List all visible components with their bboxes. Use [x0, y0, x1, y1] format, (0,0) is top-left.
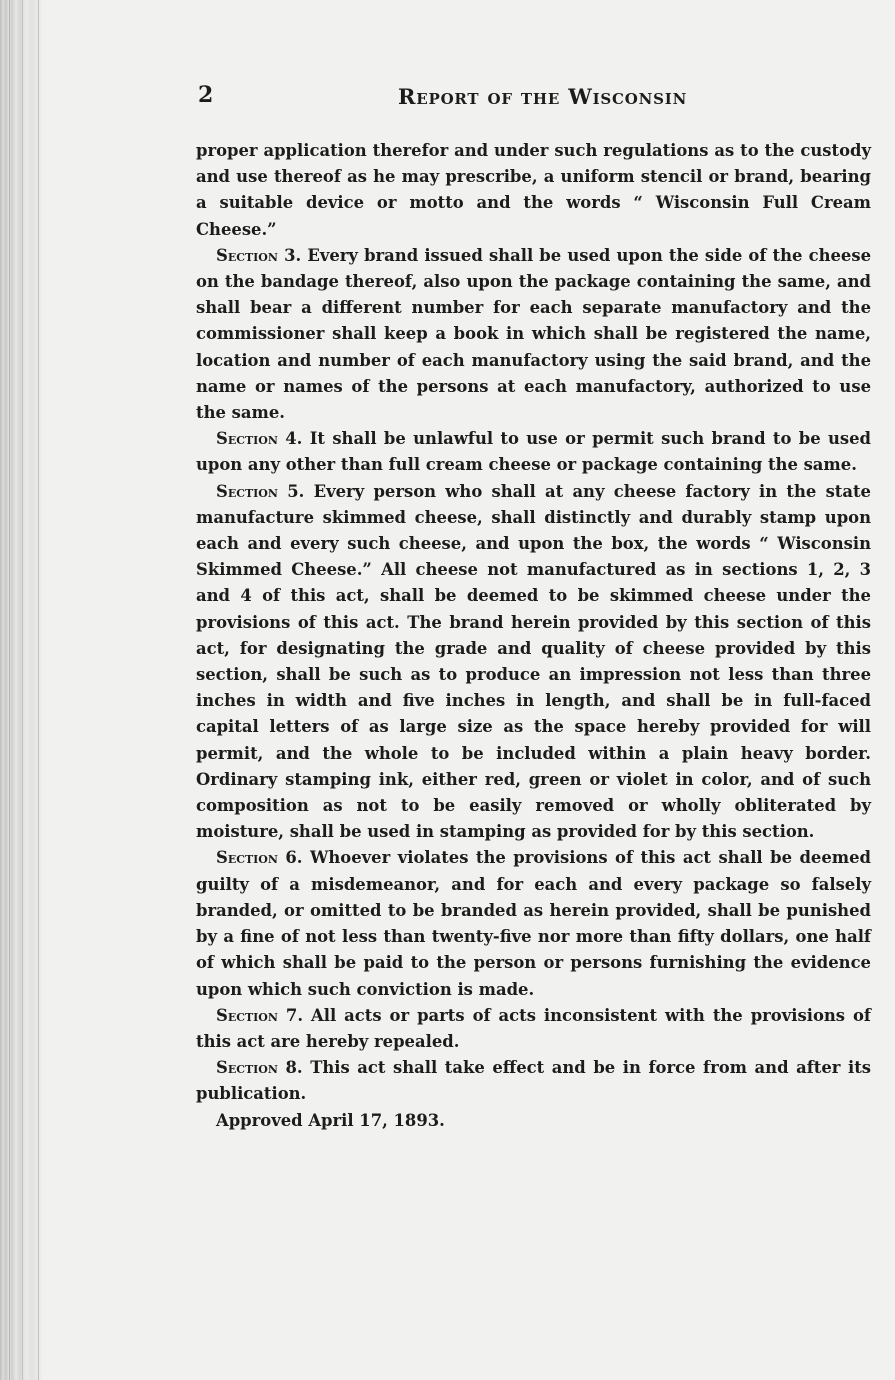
- section-text: It shall be unlawful to use or permit such brand to be used upon any other than full cream cheese or package containing the same.: [196, 429, 871, 475]
- book-binding-edge: [0, 0, 42, 1380]
- section-4: [196, 426, 871, 478]
- binding-line: [22, 0, 23, 1380]
- section-6: [196, 845, 871, 1002]
- section-label: Section 3.: [216, 245, 302, 265]
- section-text: Every brand issued shall be used upon the side of the cheese on the bandage thereof, also upon the package containing the same, and shall bear a different number for each separate manufactory and the commissioner shall keep a book in which shall be registered the name, location and number of each manufactory using the said brand, and the name or names of the persons at each manufactory, authorized to use the same.: [196, 245, 871, 423]
- body-text: [196, 138, 871, 1134]
- running-head: Report of the Wisconsin: [398, 84, 688, 109]
- section-5: [196, 479, 871, 846]
- paragraph-continued: [196, 138, 871, 243]
- page-header: [198, 82, 868, 112]
- binding-line: [9, 0, 10, 1380]
- section-label: Section 8.: [216, 1058, 303, 1078]
- section-8: [196, 1055, 871, 1107]
- section-label: Section 5.: [216, 481, 305, 501]
- binding-line: [38, 0, 39, 1380]
- section-7: [196, 1003, 871, 1055]
- section-text: All acts or parts of acts inconsistent with the provisions of this act are hereby repealed.: [196, 1005, 871, 1051]
- section-text: This act shall take effect and be in force from and after its publication.: [196, 1058, 871, 1104]
- section-label: Section 7.: [216, 1005, 304, 1025]
- section-3: [196, 243, 871, 426]
- approval-line: Approved April 17, 1893.: [216, 1110, 445, 1130]
- section-label: Section 4.: [216, 429, 303, 449]
- page-number: 2: [198, 82, 214, 108]
- section-label: Section 6.: [216, 848, 303, 868]
- section-text: Whoever violates the provisions of this act shall be deemed guilty of a misdemeanor, and for each and every package so falsely branded, or omitted to be branded as herein provided, shall be punished by a fine of not less than twenty-five nor more than fifty dollars, one half of which shall be paid to the person or persons furnishing the evidence upon which such conviction is made.: [196, 848, 871, 999]
- paragraph-text: proper application therefor and under such regulations as to the custody and use thereof as he may prescribe, a uniform stencil or brand, bearing a suitable device or motto and the words “ Wisconsin Full Cream Cheese.”: [196, 141, 871, 239]
- section-text: Every person who shall at any cheese factory in the state manufacture skimmed cheese, shall distinctly and durably stamp upon each and every such cheese, and upon the box, the words “ Wisconsin Skimmed Cheese.” All cheese not manufactured as in sections 1, 2, 3 and 4 of this act, shall be deemed to be skimmed cheese under the provisions of this act. The brand herein provided by this section of this act, for designating the grade and quality of cheese provided by this section, shall be such as to produce an impression not less than three inches in width and five inches in length, and shall be in full-faced capital letters of as large size as the space hereby provided for will permit, and the whole to be included within a plain heavy border. Ordinary stamping ink, either red, green or violet in color, and of such composition as not to be easily removed or wholly obliterated by moisture, shall be used in stamping as provided for by this section.: [196, 481, 871, 842]
